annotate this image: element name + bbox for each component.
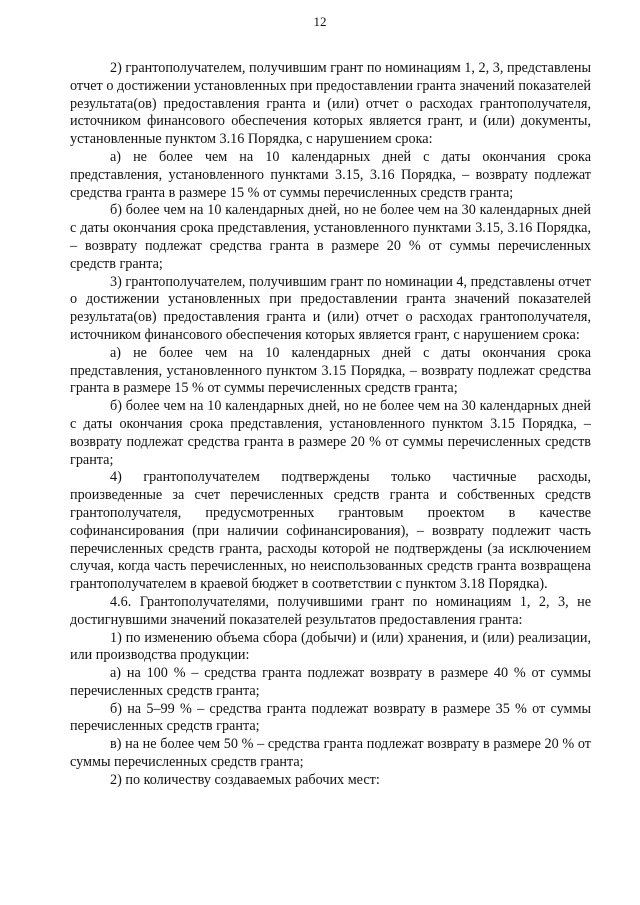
paragraph: 4.6. Грантополучателями, получившими грант по номинациям 1, 2, 3, не достигнувшими значений показателей результатов предоставления гранта: [70, 593, 591, 628]
paragraph: б) более чем на 10 календарных дней, но не более чем на 30 календарных дней с даты окончания срока представления, установленного пунктом 3.15 Порядка, – возврату подлежат средства гранта в размере 20 % от суммы перечисленных средств гранта; [70, 398, 591, 468]
paragraph: 3) грантополучателем, получившим грант по номинации 4, представлены отчет о достижении установленных при предоставлении гранта значений показателей результата(ов) предоставления гранта и (или) отчет о расходах грантополучателя, источником финансового обеспечения которых является грант, с нарушением срока: [70, 273, 591, 343]
paragraph: 2) по количеству создаваемых рабочих мест: [110, 771, 380, 788]
paragraph: 2) грантополучателем, получившим грант по номинациям 1, 2, 3, представлены отчет о достижении установленных при предоставлении гранта значений показателей результата(ов) предоставления гранта и (или) отчет о расходах грантополучателя, источником финансового обеспечения которых является грант, и (или) документы, установленные пунктом 3.16 Порядка, с нарушением срока: [70, 60, 591, 148]
paragraph: 4) грантополучателем подтверждены только частичные расходы, произведенные за счет перечисленных средств гранта и собственных средств грантополучателя, предусмотренных грантовым проектом в качестве софинансирования (при наличии софинансирования), – возврату подлежит часть перечисленных средств гранта, расходы которой не подтверждены (за исключением случая, когда часть перечисленных, но неиспользованных средств гранта возвращена грантополучателем в краевой бюджет в соответствии с пунктом 3.18 Порядка). [70, 469, 591, 593]
page-number: 12 [313, 14, 327, 29]
paragraph: а) не более чем на 10 календарных дней с даты окончания срока представления, установленного пунктами 3.15, 3.16 Порядка, – возврату подлежат средства гранта в размере 15 % от суммы перечисленных средств гранта; [70, 148, 591, 201]
paragraph: б) более чем на 10 календарных дней, но не более чем на 30 календарных дней с даты окончания срока представления, установленного пунктами 3.15, 3.16 Порядка, – возврату подлежат средства гранта в размере 20 % от суммы перечисленных средств гранта; [70, 202, 591, 272]
paragraph: б) на 5–99 % – средства гранта подлежат возврату в размере 35 % от суммы перечисленных средств гранта; [70, 700, 591, 735]
paragraph: а) на 100 % – средства гранта подлежат возврату в размере 40 % от суммы перечисленных средств гранта; [70, 665, 591, 699]
paragraph: 1) по изменению объема сбора (добычи) и (или) хранения, и (или) реализации, или производства продукции: [70, 629, 591, 664]
document-body [70, 60, 591, 790]
paragraph: а) не более чем на 10 календарных дней с даты окончания срока представления, установленного пунктом 3.15 Порядка, – возврату подлежат средства гранта в размере 15 % от суммы перечисленных средств гранта; [70, 344, 591, 397]
paragraph: в) на не более чем 50 % – средства гранта подлежат возврату в размере 20 % от суммы перечисленных средств гранта; [70, 736, 591, 771]
